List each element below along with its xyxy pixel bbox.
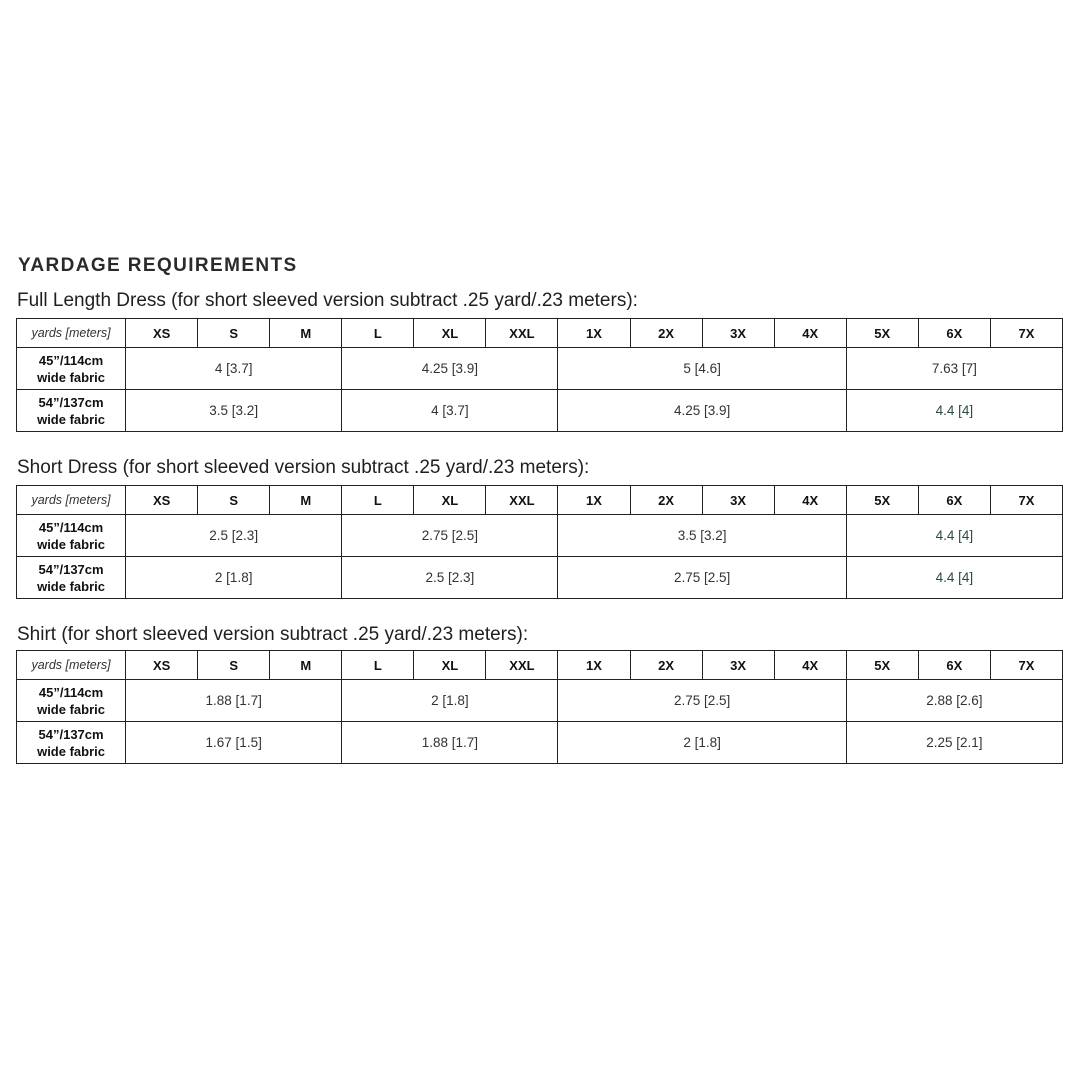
- yardage-cell: 2.75 [2.5]: [558, 557, 846, 599]
- yardage-cell: 3.5 [3.2]: [558, 515, 846, 557]
- size-label: XS: [126, 486, 198, 515]
- fabric-width-suffix: wide fabric: [37, 578, 105, 594]
- fabric-width-value: 45”/114cm: [38, 352, 104, 368]
- unit-label: yards [meters]: [17, 651, 126, 680]
- size-label: XL: [414, 319, 486, 348]
- size-label: 2X: [630, 319, 702, 348]
- fabric-width-suffix: wide fabric: [37, 536, 105, 552]
- size-label: 7X: [990, 651, 1062, 680]
- size-label: S: [198, 486, 270, 515]
- fabric-width-label: [17, 722, 126, 764]
- table-row: [17, 557, 1063, 599]
- fabric-width-suffix: wide fabric: [37, 369, 105, 385]
- size-label: XXL: [486, 319, 558, 348]
- yardage-cell: 2.5 [2.3]: [126, 515, 342, 557]
- yardage-cell: 4 [3.7]: [126, 348, 342, 390]
- unit-label: yards [meters]: [17, 319, 126, 348]
- size-label: XXL: [486, 651, 558, 680]
- yardage-cell: 1.88 [1.7]: [126, 680, 342, 722]
- fabric-width-suffix: wide fabric: [37, 743, 105, 759]
- fabric-width-label: [17, 390, 126, 432]
- yardage-cell: 4.25 [3.9]: [342, 348, 558, 390]
- size-label: XL: [414, 651, 486, 680]
- yardage-cell: 2.75 [2.5]: [558, 680, 846, 722]
- size-header-row: [17, 486, 1063, 515]
- size-label: 3X: [702, 651, 774, 680]
- size-label: XS: [126, 319, 198, 348]
- size-label: 5X: [846, 651, 918, 680]
- size-label: M: [270, 319, 342, 348]
- size-label: XL: [414, 486, 486, 515]
- size-label: 7X: [990, 319, 1062, 348]
- fabric-width-suffix: wide fabric: [37, 701, 105, 717]
- size-label: 6X: [918, 486, 990, 515]
- yardage-cell: 1.67 [1.5]: [126, 722, 342, 764]
- fabric-width-label: [17, 557, 126, 599]
- table-row: [17, 390, 1063, 432]
- yardage-cell: 4.25 [3.9]: [558, 390, 846, 432]
- fabric-width-label: [17, 680, 126, 722]
- table-row: [17, 348, 1063, 390]
- size-label: M: [270, 651, 342, 680]
- fabric-width-value: 45”/114cm: [38, 684, 104, 700]
- fabric-width-label: [17, 515, 126, 557]
- size-label: S: [198, 651, 270, 680]
- size-label: 7X: [990, 486, 1062, 515]
- yardage-cell: 5 [4.6]: [558, 348, 846, 390]
- size-header-row: [17, 651, 1063, 680]
- yardage-cell: 4.4 [4]: [846, 390, 1062, 432]
- fabric-width-label: [17, 348, 126, 390]
- size-label: M: [270, 486, 342, 515]
- yardage-cell: 2 [1.8]: [342, 680, 558, 722]
- fabric-width-value: 54”/137cm: [38, 726, 104, 742]
- fabric-width-value: 45”/114cm: [38, 519, 104, 535]
- yardage-cell: 1.88 [1.7]: [342, 722, 558, 764]
- size-label: L: [342, 486, 414, 515]
- full-length-dress-table: [16, 318, 1063, 432]
- size-label: 1X: [558, 319, 630, 348]
- yardage-cell: 2.5 [2.3]: [342, 557, 558, 599]
- size-label: 6X: [918, 651, 990, 680]
- size-label: 4X: [774, 486, 846, 515]
- size-label: S: [198, 319, 270, 348]
- size-header-row: [17, 319, 1063, 348]
- shirt-table: [16, 650, 1063, 764]
- table-row: [17, 515, 1063, 557]
- yardage-cell: 2.88 [2.6]: [846, 680, 1062, 722]
- page-title: YARDAGE REQUIREMENTS: [18, 255, 298, 276]
- yardage-cell: 2 [1.8]: [558, 722, 846, 764]
- size-label: 1X: [558, 651, 630, 680]
- size-label: L: [342, 651, 414, 680]
- table-row: [17, 680, 1063, 722]
- size-label: 3X: [702, 486, 774, 515]
- fabric-width-value: 54”/137cm: [38, 561, 104, 577]
- yardage-cell: 4 [3.7]: [342, 390, 558, 432]
- section-heading-short-dress: Short Dress (for short sleeved version subtract .25 yard/.23 meters):: [17, 457, 590, 478]
- fabric-width-value: 54”/137cm: [38, 394, 104, 410]
- yardage-cell: 4.4 [4]: [846, 557, 1062, 599]
- size-label: L: [342, 319, 414, 348]
- section-heading-full-length-dress: Full Length Dress (for short sleeved version subtract .25 yard/.23 meters):: [17, 290, 638, 311]
- size-label: XXL: [486, 486, 558, 515]
- yardage-cell: 2.75 [2.5]: [342, 515, 558, 557]
- size-label: 6X: [918, 319, 990, 348]
- yardage-cell: 7.63 [7]: [846, 348, 1062, 390]
- fabric-width-suffix: wide fabric: [37, 411, 105, 427]
- size-label: XS: [126, 651, 198, 680]
- size-label: 5X: [846, 319, 918, 348]
- yardage-cell: 3.5 [3.2]: [126, 390, 342, 432]
- unit-label: yards [meters]: [17, 486, 126, 515]
- size-label: 2X: [630, 651, 702, 680]
- size-label: 5X: [846, 486, 918, 515]
- size-label: 4X: [774, 651, 846, 680]
- yardage-cell: 2 [1.8]: [126, 557, 342, 599]
- size-label: 4X: [774, 319, 846, 348]
- table-row: [17, 722, 1063, 764]
- yardage-cell: 4.4 [4]: [846, 515, 1062, 557]
- section-heading-shirt: Shirt (for short sleeved version subtract .25 yard/.23 meters):: [17, 624, 529, 645]
- size-label: 1X: [558, 486, 630, 515]
- size-label: 3X: [702, 319, 774, 348]
- yardage-cell: 2.25 [2.1]: [846, 722, 1062, 764]
- short-dress-table: [16, 485, 1063, 599]
- size-label: 2X: [630, 486, 702, 515]
